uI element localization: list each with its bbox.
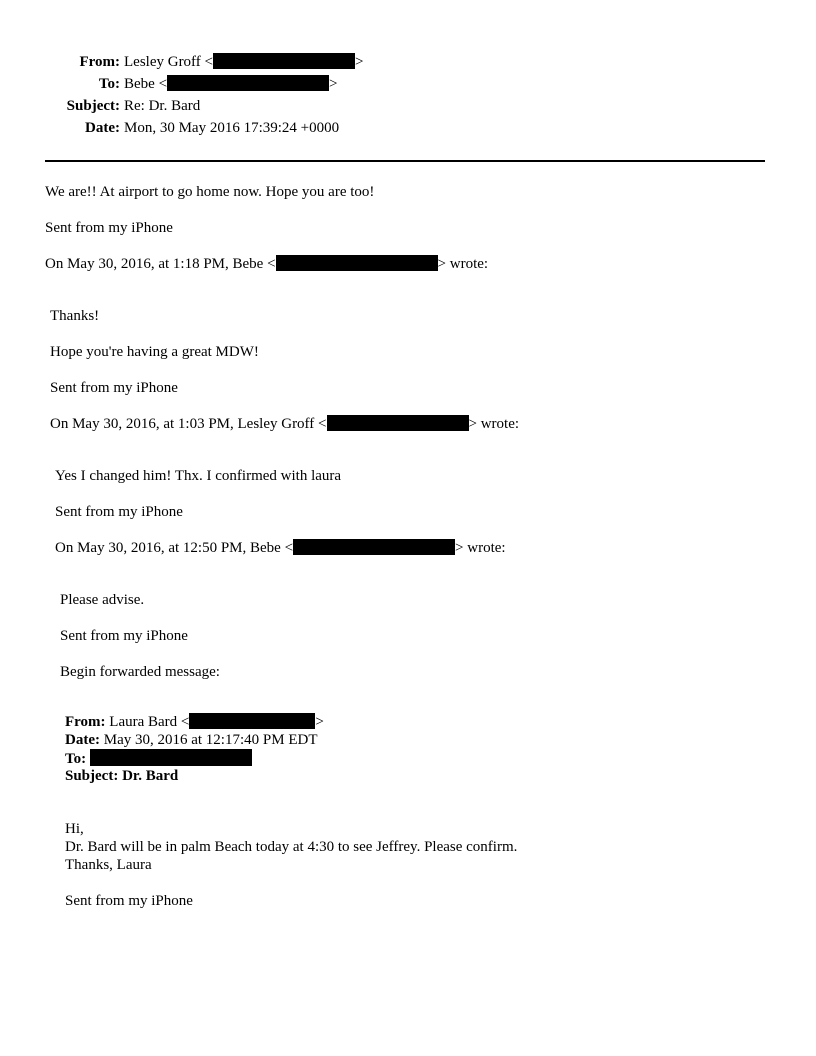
signature: Sent from my iPhone <box>65 893 193 909</box>
redacted-email <box>327 415 469 431</box>
from-close: > <box>355 54 364 70</box>
quote-attribution: On May 30, 2016, at 12:50 PM, Bebe < > wrote: <box>55 540 506 556</box>
from-label: From: <box>79 54 120 70</box>
redacted-email <box>167 75 329 91</box>
redacted-email <box>293 539 455 555</box>
forwarded-date-row: Date: May 30, 2016 at 12:17:40 PM EDT <box>65 732 318 748</box>
signature: Sent from my iPhone <box>60 628 188 644</box>
forwarded-from-row: From: Laura Bard < > <box>65 714 324 730</box>
subject-label: Subject: <box>66 98 120 114</box>
redacted-email <box>213 53 355 69</box>
from-name: Lesley Groff < <box>124 54 213 70</box>
redacted-email <box>276 255 438 271</box>
to-close: > <box>329 76 338 92</box>
header-date-row <box>0 118 816 138</box>
to-name: Bebe < <box>124 76 168 92</box>
header-from-row <box>0 52 816 72</box>
header-subject-row <box>0 96 816 116</box>
quote-attribution: On May 30, 2016, at 1:03 PM, Lesley Groff < > wrote: <box>50 416 520 432</box>
redacted-email <box>90 749 252 766</box>
header-to-row <box>0 74 816 94</box>
to-label: To: <box>98 76 120 92</box>
message-text: Please advise. <box>60 592 145 608</box>
forwarded-intro: Begin forwarded message: <box>60 664 220 680</box>
redacted-email <box>189 713 315 729</box>
forwarded-body-line: Hi, <box>65 821 84 837</box>
forwarded-body-line: Dr. Bard will be in palm Beach today at 4:30 to see Jeffrey. Please confirm. <box>65 839 518 855</box>
message-text: Yes I changed him! Thx. I confirmed with laura <box>55 468 342 484</box>
forwarded-to-row: To: <box>65 749 252 767</box>
signature: Sent from my iPhone <box>45 220 173 236</box>
date-value: Mon, 30 May 2016 17:39:24 +0000 <box>124 120 340 136</box>
forwarded-subject-row: Subject: Dr. Bard <box>65 768 179 784</box>
signature: Sent from my iPhone <box>50 380 178 396</box>
message-text: We are!! At airport to go home now. Hope you are too! <box>45 184 375 200</box>
date-label: Date: <box>85 120 120 136</box>
signature: Sent from my iPhone <box>55 504 183 520</box>
message-text: Hope you're having a great MDW! <box>50 344 259 360</box>
forwarded-body-line: Thanks, Laura <box>65 857 152 873</box>
header-divider <box>45 160 765 162</box>
quote-attribution: On May 30, 2016, at 1:18 PM, Bebe < > wrote: <box>45 256 489 272</box>
subject-value: Re: Dr. Bard <box>124 98 201 114</box>
message-text: Thanks! <box>50 308 100 324</box>
